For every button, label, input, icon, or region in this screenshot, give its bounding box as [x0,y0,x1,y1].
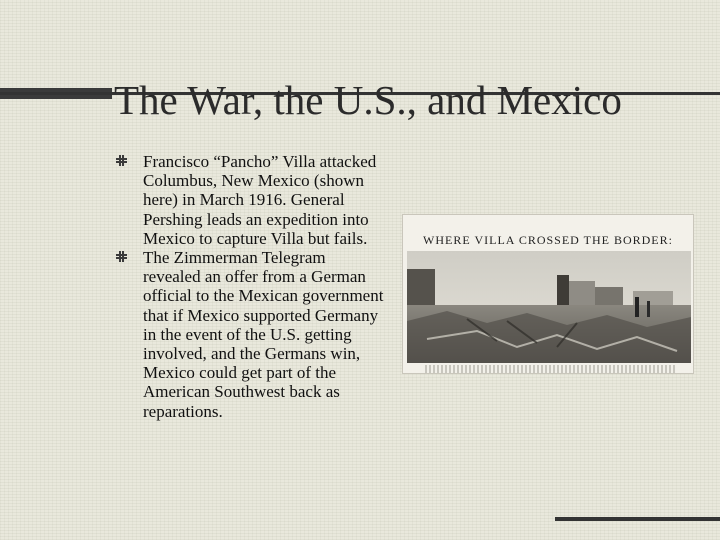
historical-photo [402,214,694,374]
columbus-ruins-photo [407,251,691,363]
slide-title: The War, the U.S., and Mexico [114,77,622,123]
footer-rule [555,517,720,521]
hash-bullet-icon [116,155,127,166]
photo-fine-print [425,365,675,373]
bullet-text: Francisco “Pancho” Villa attacked Columbus, New Mexico (shown here) in March 1916. General Pershing leads an expedition into Mexico to capture Villa but fails. [143,152,377,248]
bullet-list [116,152,386,421]
bullet-item-villa-attack [116,152,386,248]
bullet-text: The Zimmerman Telegram revealed an offer from a German official to the Mexican government that if Mexico supported Germany in the event of the U.S. getting involved, and the Germans win, Mexico could get part of the American Southwest back as reparations. [143,248,384,421]
photo-caption: WHERE VILLA CROSSED THE BORDER: [423,233,673,247]
bullet-item-zimmerman-telegram [116,248,386,421]
hash-bullet-icon [116,251,127,262]
